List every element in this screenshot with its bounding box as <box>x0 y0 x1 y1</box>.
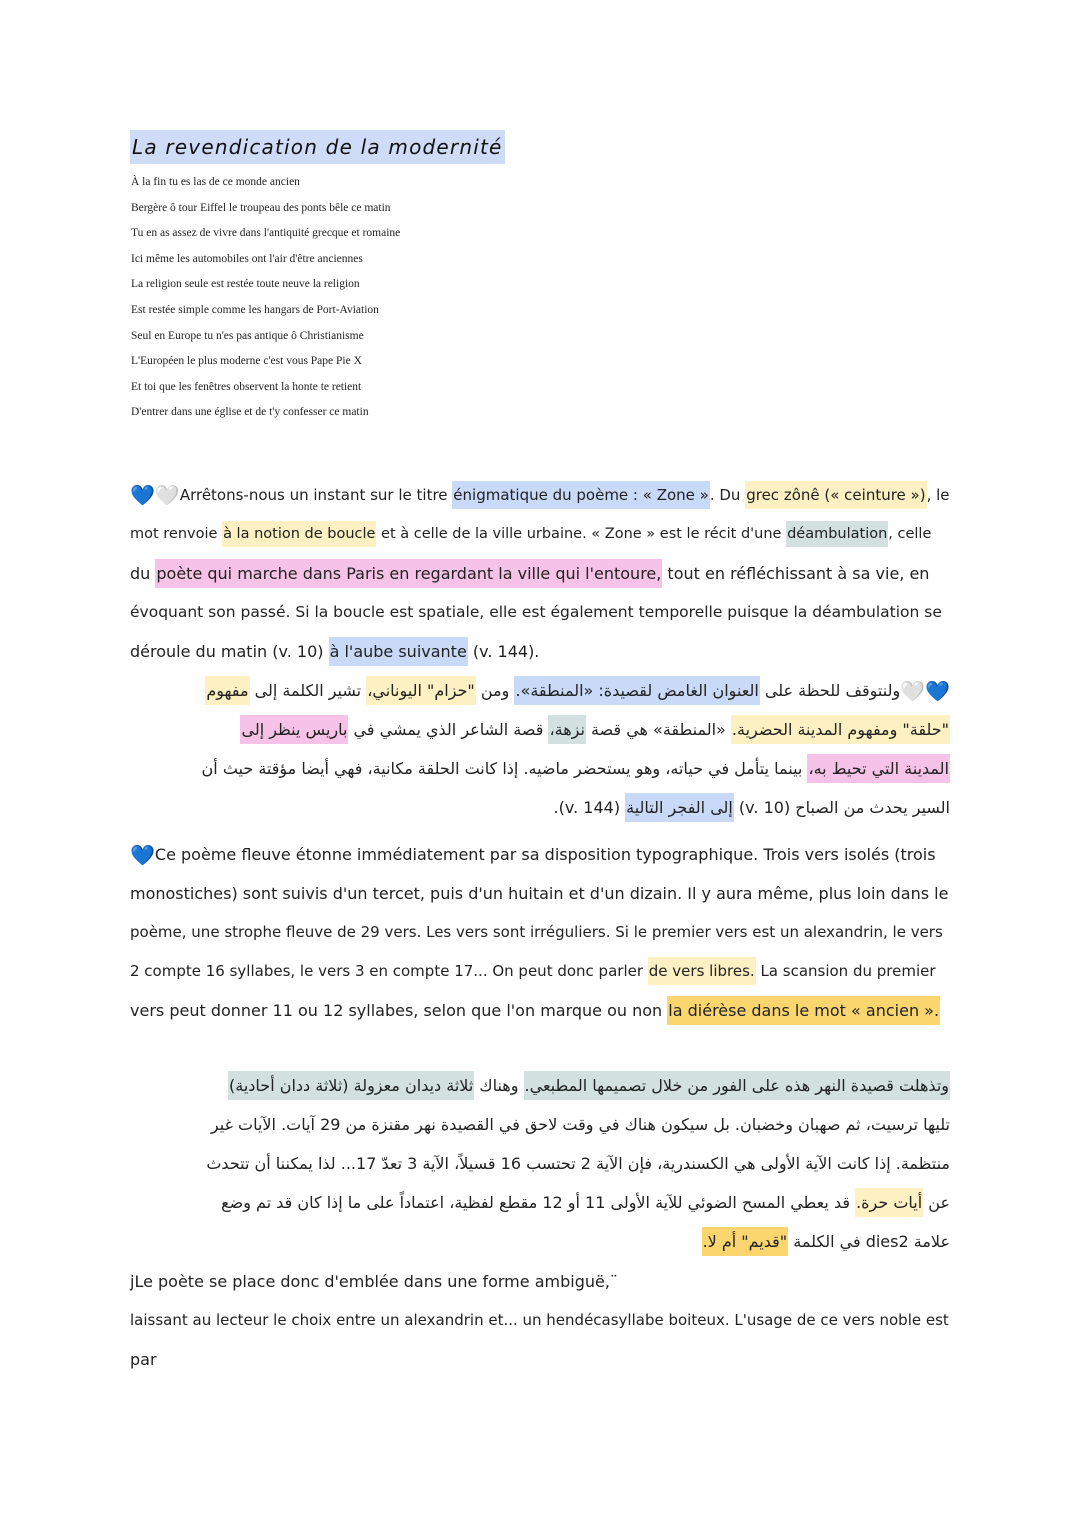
poem-line: À la fin tu es las de ce monde ancien <box>131 176 300 188</box>
highlight: مفهوم <box>205 676 249 705</box>
text-run: Ce poème fleuve étonne immédiatement par sa disposition typographique. Trois vers isolés (trois <box>154 845 936 864</box>
text-run: تشير الكلمة إلى <box>249 681 367 700</box>
text-run: «المنطقة» هي قصة <box>585 720 731 739</box>
highlight: إلى الفجر التالية <box>625 793 734 822</box>
text-run: قصة الشاعر الذي يمشي في <box>348 720 549 739</box>
text-run: évoquant son passé. Si la boucle est spatiale, elle est également temporelle puisque la déambulation se <box>130 603 942 621</box>
text-run: vers peut donner 11 ou 12 syllabes, selon que l'on marque ou non <box>130 1001 668 1020</box>
arabic-translation-2 <box>130 1066 950 1261</box>
text-run: ومن <box>475 681 515 700</box>
white-heart-icon: 🤍 <box>154 483 180 507</box>
text-run: علامة dies2 في الكلمة <box>788 1232 950 1251</box>
poem-excerpt <box>131 174 551 430</box>
highlight: "حلقة" ومفهوم المدينة الحضرية. <box>731 715 950 744</box>
highlight: de vers libres. <box>648 957 756 985</box>
text-run: poème, une strophe fleuve de 29 vers. Les vers sont irréguliers. Si le premier vers est un alexandrin, le vers <box>130 923 943 941</box>
poem-line: Et toi que les fenêtres observent la honte te retient <box>131 380 362 393</box>
text-run: وهناك <box>474 1076 524 1095</box>
highlight: "حزام" اليوناني، <box>366 676 476 705</box>
paragraph-versification <box>130 835 950 1030</box>
text-run: عن <box>923 1193 950 1212</box>
highlight: énigmatique du poème : « Zone » <box>452 481 710 509</box>
text-run: mot renvoie <box>130 526 223 542</box>
text-run: du <box>130 564 156 583</box>
text-run: et à celle de la ville urbaine. « Zone » est le récit d'une <box>376 526 787 542</box>
highlight: باريس ينظر إلى <box>240 715 348 744</box>
poem-line: L'Européen le plus moderne c'est vous Pape Pie X <box>131 355 362 368</box>
text-run: . Du <box>709 486 746 504</box>
text-run: قد يعطي المسح الضوئي للآية الأولى 11 أو 12 مقطع لفظية، اعتماداً على ما إذا كان قد تم وضع <box>221 1193 856 1212</box>
highlight: poète qui marche dans Paris en regardant la ville qui l'entoure, <box>155 559 662 588</box>
highlight: وتذهلت قصيدة النهر هذه على الفور من خلال تصميمها المطبعي. <box>524 1071 950 1100</box>
text-run: Arrêtons-nous un instant sur le titre <box>179 486 453 504</box>
white-heart-icon: 🤍 <box>900 679 926 703</box>
text-run: السير يحدث من الصباح (v. 10) <box>733 798 950 817</box>
paragraph-title-analysis <box>130 476 950 671</box>
highlight: أيات حرة. <box>855 1188 923 1217</box>
section-title: La revendication de la modernité <box>130 130 505 164</box>
text-run: monostiches) sont suivis d'un tercet, puis d'un huitain et d'un dizain. Il y aura même, plus loin dans le <box>130 884 949 903</box>
highlight: ثلاثة ديدان معزولة (ثلاثة ددان أحادية) <box>228 1071 474 1100</box>
poem-line: Ici même les automobiles ont l'air d'être anciennes <box>131 252 363 265</box>
highlight: déambulation <box>786 521 888 547</box>
poem-line: Est restée simple comme les hangars de Port-Aviation <box>131 303 379 316</box>
paragraph-conclusion <box>130 1262 950 1379</box>
text-run: تليها ترسيت، ثم صهبان وخضبان. بل سيكون هناك في وقت لاحق في القصيدة نهر مقنزة من 29 آيات. الآيات غير <box>210 1115 950 1134</box>
text-run: (v. 144). <box>553 798 626 817</box>
poem-line: D'entrer dans une église et de t'y confesser ce matin <box>131 406 369 419</box>
highlight: "قديم" أم لا. <box>702 1227 789 1256</box>
text-run: , celle <box>888 526 932 542</box>
text-run: laissant au lecteur le choix entre un alexandrin et... un hendécasyllabe boiteux. L'usage de ce vers noble est <box>130 1311 949 1329</box>
poem-line: Bergère ô tour Eiffel le troupeau des ponts bêle ce matin <box>131 201 391 214</box>
text-run: ولنتوقف للحظة على <box>759 681 901 700</box>
highlight: العنوان الغامض لقصيدة: «المنطقة». <box>514 676 759 705</box>
highlight: à l'aube suivante <box>329 637 468 666</box>
text-run: jLe poète se place donc d'emblée dans une forme ambiguë,¨ <box>130 1272 618 1291</box>
highlight: à la notion de boucle <box>222 521 376 547</box>
text-run: , le <box>926 486 950 504</box>
text-run: 2 compte 16 syllabes, le vers 3 en compte 17... On peut donc parler <box>130 962 648 980</box>
text-run: (v. 144). <box>467 642 540 661</box>
blue-heart-icon: 💙 <box>130 483 155 507</box>
highlight: نزهة، <box>548 715 585 744</box>
text-run: La scansion du premier <box>755 962 936 980</box>
text-run: tout en réfléchissant à sa vie, en <box>662 564 930 583</box>
text-run: منتظمة. إذا كانت الآية الأولى هي الكسندرية، فإن الآية 2 تحتسب 16 قسيلاً، الآية 3 تعدّ 17... لذا يمكننا أن تتحدث <box>206 1154 950 1173</box>
highlight: grec zônê (« ceinture ») <box>745 481 926 509</box>
blue-heart-icon: 💙 <box>130 843 155 867</box>
highlight: المدينة التي تحيط به، <box>807 754 950 783</box>
blue-heart-icon: 💙 <box>925 679 950 703</box>
poem-line: Seul en Europe tu n'es pas antique ô Christianisme <box>131 329 364 342</box>
text-run: déroule du matin (v. 10) <box>130 642 329 661</box>
text-run: بينما يتأمل في حياته، وهو يستحضر ماضيه. إذا كانت الحلقة مكانية، فهي أيضا مؤقتة حيث أن <box>201 759 808 778</box>
highlight: la diérèse dans le mot « ancien ». <box>667 996 940 1025</box>
poem-line: La religion seule est restée toute neuve la religion <box>131 278 360 291</box>
arabic-translation-1 <box>130 671 950 827</box>
poem-line: Tu en as assez de vivre dans l'antiquité grecque et romaine <box>131 227 401 240</box>
text-run: par <box>130 1350 157 1369</box>
